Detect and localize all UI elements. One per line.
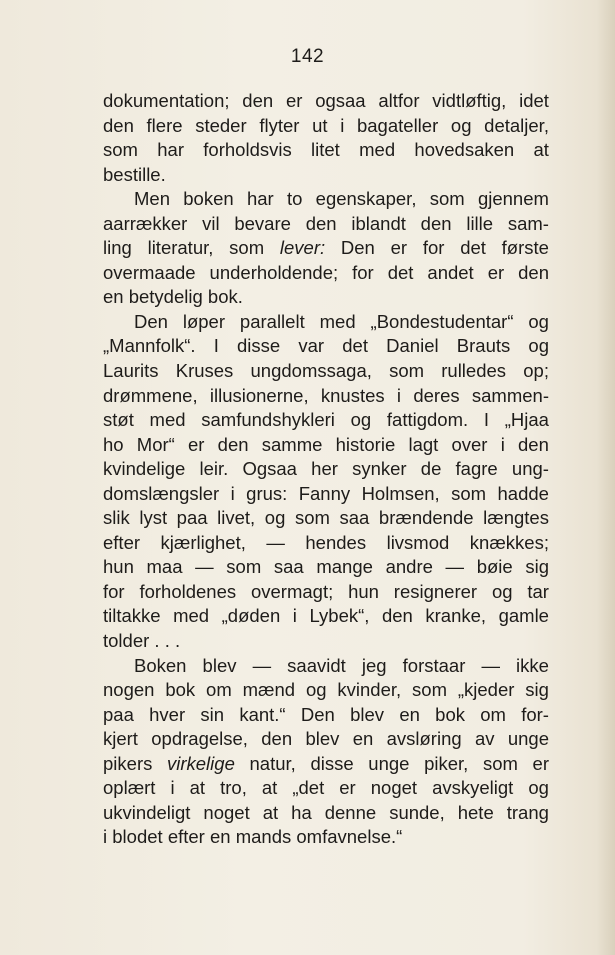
word: er xyxy=(339,777,356,799)
word: — xyxy=(252,654,272,676)
word: nogen xyxy=(103,679,155,701)
text-line xyxy=(103,776,549,801)
word: her xyxy=(311,458,338,480)
word: og xyxy=(350,409,372,431)
word: efter xyxy=(167,826,205,848)
word: og xyxy=(491,580,513,602)
word: blodet xyxy=(112,826,163,848)
word: Lybek“, xyxy=(309,605,370,627)
word: sig xyxy=(525,556,549,578)
word: bok xyxy=(165,679,196,701)
word: trang xyxy=(506,801,549,823)
word: som xyxy=(389,360,425,382)
word: i xyxy=(170,777,175,799)
word: det xyxy=(460,237,486,259)
word: for xyxy=(422,237,445,259)
text-line xyxy=(103,555,549,580)
word: Laurits xyxy=(103,360,159,382)
word: parallelt xyxy=(239,310,305,332)
word: løper xyxy=(182,310,226,332)
word: noget xyxy=(203,801,250,823)
word: unge xyxy=(368,752,410,774)
word: om xyxy=(480,703,506,725)
word: for xyxy=(103,580,125,602)
word: livsmod xyxy=(386,531,450,553)
word: ho xyxy=(103,433,124,455)
word: første xyxy=(501,237,549,259)
word: som xyxy=(226,556,262,578)
word: Boken xyxy=(134,654,187,676)
word: overmagt; xyxy=(250,580,334,602)
word: som xyxy=(103,139,138,161)
text-line xyxy=(103,236,549,261)
word: er xyxy=(285,90,303,111)
word: synker xyxy=(352,458,407,480)
word: Ogsaa xyxy=(242,458,297,480)
word: er xyxy=(532,752,549,774)
text-line xyxy=(103,138,549,163)
word: som xyxy=(412,679,447,701)
word: — xyxy=(195,556,214,578)
word: at xyxy=(262,801,279,823)
word: som xyxy=(482,752,518,774)
word: I xyxy=(483,409,489,431)
word: bok. xyxy=(207,286,243,308)
word: at xyxy=(261,777,278,799)
word: historie xyxy=(335,433,396,455)
word: resignerer xyxy=(393,580,478,602)
word: iblandt xyxy=(351,212,406,234)
word: har xyxy=(157,139,184,161)
word: blev xyxy=(350,703,385,725)
word: gamle xyxy=(498,605,549,627)
word: Brauts xyxy=(456,335,511,357)
word: i xyxy=(230,482,235,504)
word: i xyxy=(500,433,505,455)
word: overmaade xyxy=(103,261,196,283)
word: ha xyxy=(291,801,312,823)
word: lagt xyxy=(408,433,439,455)
word: opdragelse, xyxy=(151,728,248,750)
text-line xyxy=(103,384,549,409)
word: forstaar xyxy=(402,654,466,676)
word: det xyxy=(342,335,368,357)
word: er xyxy=(390,237,408,259)
word: dokumentation; xyxy=(103,90,230,111)
word: at xyxy=(533,139,549,161)
word: støt xyxy=(103,409,134,431)
word: og xyxy=(528,777,549,799)
word: om xyxy=(206,679,232,701)
word: den xyxy=(242,90,274,111)
word: ungdomssaga, xyxy=(250,360,372,382)
word: kvindelige xyxy=(103,458,186,480)
word: andre xyxy=(385,556,433,578)
word: oplært xyxy=(103,777,156,799)
word: som xyxy=(451,482,487,504)
word: „Bondestudentar“ xyxy=(370,310,514,332)
word: avskyeligt xyxy=(432,777,514,799)
word: unge xyxy=(507,728,549,750)
word: disse xyxy=(310,752,354,774)
word: hete xyxy=(457,801,494,823)
word: den xyxy=(103,114,134,136)
word: ogsaa xyxy=(315,90,366,111)
text-line xyxy=(103,163,549,188)
word: tro, xyxy=(220,777,247,799)
word: hendes xyxy=(305,531,367,553)
word: i xyxy=(340,114,345,136)
word: livet, xyxy=(217,507,256,529)
word: den xyxy=(381,605,413,627)
word: omfavnelse.“ xyxy=(296,826,403,848)
word: Den xyxy=(340,237,375,259)
word: leir. xyxy=(199,458,229,480)
word: det xyxy=(387,261,414,283)
word: sig xyxy=(525,679,549,701)
text-line xyxy=(103,89,549,114)
word: maa xyxy=(146,556,183,578)
word: for- xyxy=(521,703,549,725)
text-line xyxy=(103,801,549,826)
word: blev xyxy=(202,654,237,676)
word: paa xyxy=(176,507,208,529)
word: . xyxy=(164,630,170,652)
word: og xyxy=(305,679,327,701)
word: steder xyxy=(195,114,247,136)
word: av xyxy=(474,728,495,750)
word: som xyxy=(429,188,465,210)
text-line xyxy=(103,531,549,556)
word: hovedsaken xyxy=(414,139,515,161)
text-line xyxy=(103,752,549,777)
word: hadde xyxy=(497,482,549,504)
word: den xyxy=(217,433,249,455)
word: op; xyxy=(523,360,549,382)
text-line xyxy=(103,629,549,654)
word: bevare xyxy=(234,212,291,234)
word: detaljer, xyxy=(484,114,549,136)
word: ikke xyxy=(516,654,549,676)
word: de xyxy=(420,458,442,480)
word: og xyxy=(528,335,549,357)
word: den xyxy=(420,212,452,234)
word: fagre xyxy=(455,458,498,480)
word: jeg xyxy=(361,654,387,676)
word: er xyxy=(487,261,505,283)
word: altfor xyxy=(378,90,420,111)
text-line xyxy=(103,187,549,212)
word: den xyxy=(518,433,549,455)
word: og xyxy=(528,310,549,332)
word: hun xyxy=(348,580,379,602)
word: drømmene, xyxy=(103,384,198,406)
word: med xyxy=(319,310,356,332)
word: piker, xyxy=(424,752,469,774)
word: har xyxy=(246,188,274,210)
word: „Mannfolk“. xyxy=(103,335,196,357)
word: — xyxy=(445,556,465,578)
word: bagateller xyxy=(356,114,439,136)
word: Men xyxy=(134,188,170,210)
word: denne xyxy=(324,801,377,823)
word: hun xyxy=(103,556,134,578)
word: — xyxy=(481,654,500,676)
word: kvinder, xyxy=(337,679,402,701)
word: brændende xyxy=(378,507,474,529)
word: bok xyxy=(435,703,465,725)
text-line xyxy=(103,580,549,605)
word: som xyxy=(294,507,330,529)
word: egenskaper, xyxy=(315,188,417,210)
word: længtes xyxy=(483,507,549,529)
word: vidtløftig, xyxy=(432,90,507,111)
word: en xyxy=(103,286,124,308)
word: bestille. xyxy=(103,163,166,185)
word: kjert xyxy=(103,728,138,750)
text-line xyxy=(103,604,549,629)
word: pikers xyxy=(103,752,153,774)
word: mænd xyxy=(242,679,296,701)
word: tar xyxy=(527,580,549,602)
text-line xyxy=(103,506,549,531)
word: samme xyxy=(261,433,323,455)
word: domslængsler xyxy=(103,482,220,504)
word: betydelig xyxy=(128,286,203,308)
word: avsløring xyxy=(386,728,462,750)
word: I xyxy=(213,335,219,357)
word: vil xyxy=(202,212,220,234)
word: mands xyxy=(235,826,292,848)
text-line xyxy=(103,334,549,359)
word: knustes xyxy=(320,384,385,406)
text-line xyxy=(103,433,549,458)
word: . xyxy=(154,630,160,652)
text-line xyxy=(103,310,549,335)
word: den xyxy=(518,261,549,283)
word: og xyxy=(450,114,472,136)
word: aarrækker xyxy=(103,212,188,234)
word: flere xyxy=(146,114,183,136)
word: i xyxy=(396,384,402,406)
word: er xyxy=(188,433,205,455)
word: sammen- xyxy=(471,384,549,406)
text-line xyxy=(103,261,549,286)
word: hver xyxy=(149,703,186,725)
word: . xyxy=(174,630,181,652)
text-line xyxy=(103,482,549,507)
word: andet xyxy=(427,261,474,283)
word: kant.“ xyxy=(239,703,286,725)
word: mange xyxy=(316,556,373,578)
word: lyst xyxy=(139,507,168,529)
word: tiltakke xyxy=(103,605,161,627)
word: natur, xyxy=(249,752,296,774)
text-line xyxy=(103,654,549,679)
word: deres xyxy=(413,384,460,406)
word: illusionerne, xyxy=(209,384,309,406)
word: en xyxy=(209,826,231,848)
word: ukvindeligt xyxy=(103,801,191,823)
word: ung- xyxy=(511,458,549,480)
word: litet xyxy=(311,139,340,161)
word: og xyxy=(264,507,286,529)
word: noget xyxy=(370,777,418,799)
word: over xyxy=(451,433,488,455)
word: rulledes xyxy=(441,360,507,382)
word: for xyxy=(352,261,374,283)
word: lille xyxy=(466,212,494,234)
text-line xyxy=(103,678,549,703)
word: knækkes; xyxy=(469,531,549,553)
word: forholdenes xyxy=(139,580,237,602)
word: forholdsvis xyxy=(203,139,292,161)
word: lever: xyxy=(279,237,326,259)
word: saavidt xyxy=(287,654,346,676)
word: „det xyxy=(292,777,325,799)
word: Daniel xyxy=(386,335,439,357)
text-line xyxy=(103,114,549,139)
word: i xyxy=(103,826,108,848)
text-line xyxy=(103,285,549,310)
word: saa xyxy=(339,507,370,529)
text-line xyxy=(103,212,549,237)
word: Fanny xyxy=(298,482,351,504)
word: med xyxy=(173,605,210,627)
word: idet xyxy=(519,90,549,111)
word: virkelige xyxy=(167,752,235,774)
word: en xyxy=(399,703,420,725)
text-line xyxy=(103,727,549,752)
text-line xyxy=(103,359,549,384)
word: en xyxy=(352,728,374,750)
word: ling xyxy=(103,237,132,259)
word: sin xyxy=(200,703,225,725)
text-line xyxy=(103,825,549,850)
word: sunde, xyxy=(389,801,445,823)
word: at xyxy=(189,777,206,799)
word: sam- xyxy=(507,212,549,234)
word: grus: xyxy=(246,482,288,504)
body-text xyxy=(103,89,549,850)
word: Kruses xyxy=(175,360,234,382)
word: fattigdom. xyxy=(386,409,469,431)
word: „Hjaa xyxy=(504,409,549,431)
word: to xyxy=(286,188,303,210)
word: med xyxy=(149,409,186,431)
word: boken xyxy=(183,188,234,210)
text-line xyxy=(103,457,549,482)
word: — xyxy=(266,531,285,553)
word: den xyxy=(261,728,293,750)
word: kjærlighet, xyxy=(160,531,246,553)
word: saa xyxy=(273,556,304,578)
word: blev xyxy=(305,728,340,750)
word: bøie xyxy=(476,556,513,578)
word: gjennem xyxy=(477,188,549,210)
word: den xyxy=(305,212,337,234)
word: underholdende; xyxy=(209,261,339,283)
word: efter xyxy=(103,531,141,553)
word: kranke, xyxy=(425,605,487,627)
word: ut xyxy=(312,114,328,136)
text-line xyxy=(103,408,549,433)
word: literatur, xyxy=(147,237,214,259)
page-number: 142 xyxy=(290,46,325,67)
word: i xyxy=(292,605,297,627)
word: Den xyxy=(300,703,335,725)
word: var xyxy=(298,335,325,357)
word: Mor“ xyxy=(136,433,175,455)
word: Den xyxy=(134,310,168,332)
word: som xyxy=(229,237,265,259)
word: samfundshykleri xyxy=(201,409,335,431)
word: „døden xyxy=(221,605,281,627)
word: disse xyxy=(237,335,281,357)
word: flyter xyxy=(259,114,300,136)
word: „kjeder xyxy=(457,679,515,701)
word: slik xyxy=(103,507,130,529)
word: tolder xyxy=(103,630,150,652)
text-line xyxy=(103,703,549,728)
word: paa xyxy=(103,703,134,725)
word: med xyxy=(359,139,396,161)
word: Holmsen, xyxy=(361,482,440,504)
